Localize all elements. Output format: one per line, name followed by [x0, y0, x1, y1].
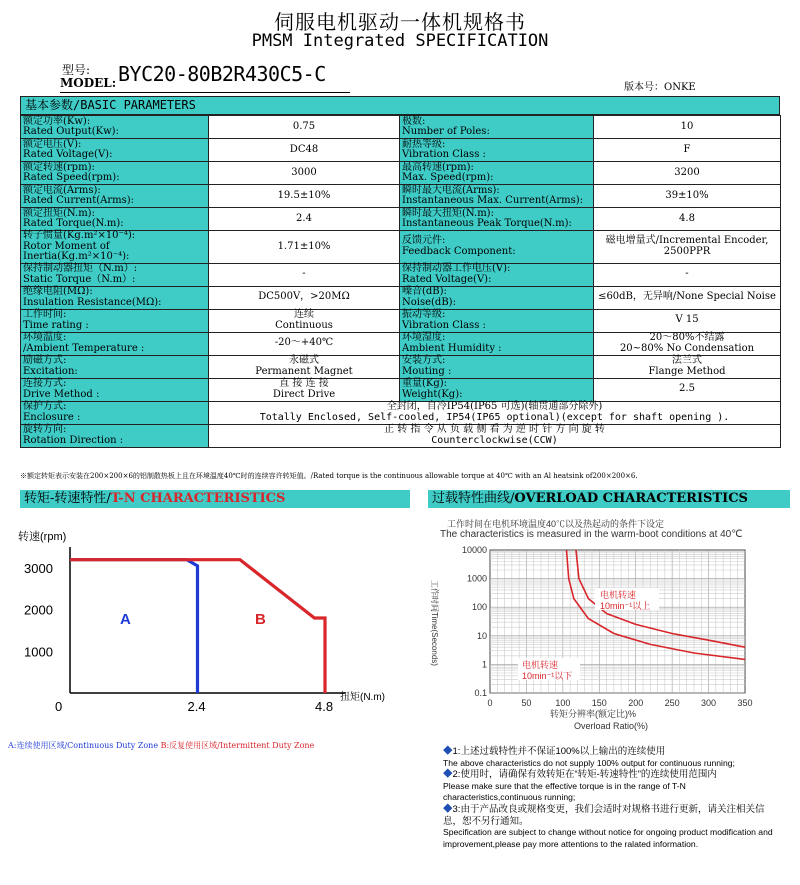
spec-value [209, 162, 400, 185]
spec-label-text: Rated Output(Kw): [23, 126, 119, 137]
spec-value [594, 332, 781, 355]
spec-value-text: 0.75 [292, 120, 316, 132]
spec-label-text: Rated Voltage(V): [402, 273, 492, 285]
spec-label-text: Insulation Resistance(MΩ): [23, 296, 162, 308]
spec-row [21, 286, 781, 309]
spec-label-text: 振动等级: [402, 309, 446, 320]
spec-label-text: 保持制动器工作电压(V): [402, 263, 511, 274]
spec-value [594, 162, 781, 185]
overload-x-tick: 250 [664, 698, 680, 708]
spec-label [400, 263, 594, 286]
spec-label-text: 工作时间: [23, 309, 67, 320]
spec-label-text: Static Torque（N.m）: [23, 273, 136, 285]
spec-value-text: 10 [680, 120, 694, 132]
spec-value-text: Direct Drive [272, 388, 336, 400]
overload-note-en: Please make sure that the effective torque is in the range of T-N characteristics,continuous running; [443, 780, 686, 803]
tn-y-tick: 2000 [24, 602, 53, 618]
overload-x-tick: 350 [737, 698, 753, 708]
tn-y-tick: 1000 [24, 644, 53, 660]
spec-value-text: - [302, 268, 306, 280]
tn-characteristics-header [20, 490, 410, 508]
overload-annot-lower2: 10min⁻¹以下 [522, 671, 573, 681]
spec-label-text: Feedback Component: [402, 245, 516, 257]
overload-header [428, 490, 790, 508]
overload-chart [430, 540, 790, 745]
overload-x-tick: 300 [701, 698, 717, 708]
spec-label [400, 332, 594, 355]
overload-annot-upper2: 10min⁻¹以上 [600, 601, 651, 611]
spec-label-text: 绝缘电阻(MΩ): [23, 286, 93, 297]
spec-value [594, 378, 781, 401]
spec-label [21, 332, 209, 355]
tn-x-label: 扭矩(N.m) [340, 692, 385, 703]
spec-value [209, 231, 400, 264]
spec-value-text: Totally Enclosed, Self-cooled, IP54(IP65 optional)(except for shaft opening ). [259, 411, 730, 423]
spec-label-text: 额定扭矩(N.m): [23, 207, 95, 219]
spec-label-text: Ambient Humidity : [402, 342, 502, 354]
tn-zone-a-label: A [120, 611, 131, 628]
overload-header-cn: 过载特性曲线/ [432, 491, 515, 506]
spec-label-text: Vibration Class : [402, 319, 486, 331]
page-title-cn: 伺服电机驱动一体机规格书 [274, 10, 526, 34]
spec-label-text: /Ambient Temperature : [23, 342, 145, 354]
spec-value [594, 231, 781, 264]
spec-value [209, 355, 400, 378]
spec-label-text: Max. Speed(rpm): [402, 172, 494, 183]
spec-label-text: Rotor Moment of Inertia(Kg.m²×10⁻⁴): [23, 240, 130, 262]
tn-legend [8, 740, 314, 751]
spec-row-enclosure [21, 401, 781, 424]
version-label: 版本号：ONKE [624, 82, 696, 93]
spec-value-text: V 15 [675, 314, 699, 326]
spec-label [400, 185, 594, 208]
spec-label [400, 162, 594, 185]
overload-x-tick: 200 [628, 698, 644, 708]
tn-x-tick: 2.4 [187, 699, 206, 714]
spec-row-rotation [21, 424, 781, 447]
tn-chart [0, 515, 410, 740]
spec-label-text: Instantaneous Max. Current(Arms): [402, 195, 584, 206]
basic-parameters-table [20, 115, 781, 448]
spec-value [209, 139, 400, 162]
spec-value [209, 116, 400, 139]
spec-value [209, 208, 400, 231]
overload-y-tick: 10 [476, 630, 487, 641]
diamond-bullet-icon: ◆ [443, 803, 453, 815]
tn-x-tick: 4.8 [315, 699, 334, 714]
spec-label-text: Number of Poles: [402, 126, 490, 137]
spec-label-text: 保持制动器扭矩（N.m）: [23, 263, 138, 274]
overload-note-cn [443, 746, 783, 758]
spec-value [209, 309, 400, 332]
spec-value-text: 永磁式 [289, 355, 319, 366]
spec-label-text: Rated Torque(N.m): [23, 218, 124, 229]
spec-value-text: 2.4 [296, 212, 312, 224]
page-title-en: PMSM Integrated SPECIFICATION [251, 31, 549, 51]
overload-note-en: Specification are subject to change without notice for ongoing product modification and improvement,please pay more attentions to the ralated information. [443, 827, 773, 849]
spec-label-text: Instantaneous Peak Torque(N.m): [402, 218, 572, 229]
spec-label [21, 401, 209, 424]
spec-value [209, 378, 400, 401]
spec-value [594, 263, 781, 286]
spec-row [21, 263, 781, 286]
spec-label-text: 重量(Kg): [402, 378, 448, 389]
spec-value [594, 286, 781, 309]
spec-value-text: F [683, 143, 691, 155]
spec-value [594, 355, 781, 378]
spec-value-text: - [685, 268, 689, 280]
tn-y-label: 转速(rpm) [18, 531, 67, 543]
spec-value-text: ≤60dB，无异响/None Special Noise [598, 291, 776, 303]
spec-label-text: Mouting : [402, 365, 452, 377]
spec-value-text: 2.5 [679, 383, 695, 395]
spec-value-text: 2500PPR [663, 245, 711, 257]
spec-value-text: Flange Method [648, 365, 726, 377]
overload-y-label: 工作时间Time(Seconds) [430, 580, 439, 666]
overload-note-cn-text: 2:使用时，请确保有效转矩在“转矩-转速特性”的连续使用范围内 [452, 769, 717, 781]
spec-value-text: -20～+40℃ [274, 337, 334, 349]
spec-value-text: 20~80% No Condensation [619, 342, 755, 354]
spec-label-text: Drive Method : [23, 388, 100, 400]
spec-label [21, 309, 209, 332]
spec-label [21, 231, 209, 264]
tn-header-en: T-N CHARACTERISTICS [110, 491, 286, 506]
spec-value [594, 139, 781, 162]
spec-label-text: 反馈元件: [402, 235, 446, 247]
model-label [60, 64, 116, 90]
spec-label [21, 162, 209, 185]
spec-row [21, 332, 781, 355]
spec-row [21, 355, 781, 378]
tn-legend-a: A:连续使用区域/Continuous Duty Zone [8, 741, 159, 750]
spec-label [400, 208, 594, 231]
spec-label [21, 424, 209, 447]
basic-parameters-header: 基本参数/BASIC PARAMETERS [20, 96, 780, 115]
spec-label [400, 139, 594, 162]
spec-label-text: Time rating : [23, 319, 89, 331]
tn-legend-b: B:反复使用区域/Intermittent Duty Zone [160, 741, 315, 750]
spec-value [209, 263, 400, 286]
spec-value [209, 286, 400, 309]
spec-value [209, 332, 400, 355]
spec-label-text: Noise(dB): [402, 296, 456, 308]
spec-label-text: Enclosure : [23, 411, 81, 423]
spec-value [594, 116, 781, 139]
spec-label-text: 噪音(dB): [402, 286, 447, 297]
spec-value-text: Permanent Magnet [255, 365, 353, 377]
spec-label-text: 环境温度: [23, 332, 67, 343]
spec-label [400, 116, 594, 139]
spec-value-text: 20～80%不结露 [649, 332, 725, 343]
spec-row [21, 208, 781, 231]
spec-label-text: 励磁方式: [23, 355, 67, 366]
spec-value-text: DC500V，>20MΩ [258, 291, 350, 303]
spec-label [21, 185, 209, 208]
spec-value [594, 309, 781, 332]
spec-value-text: 正 转 指 令 从 负 载 侧 看 为 逆 时 针 方 向 旋 转 [384, 424, 605, 435]
overload-annot-upper: 电机转速 [600, 590, 637, 600]
spec-row [21, 185, 781, 208]
overload-x-label-cn: 转矩分辨率(额定比)% [550, 709, 636, 719]
spec-value [594, 208, 781, 231]
overload-notes [443, 746, 783, 850]
tn-header-cn: 转矩-转速特性/ [24, 491, 111, 506]
spec-value-text: 全封闭，自冷IP54(IP65 可选)(轴贯通部分除外) [386, 401, 603, 412]
spec-label [400, 355, 594, 378]
spec-label-text: 瞬时最大扭矩(N.m): [402, 207, 494, 219]
spec-label [400, 309, 594, 332]
spec-label [21, 355, 209, 378]
spec-label [21, 208, 209, 231]
spec-label [400, 231, 594, 264]
spec-label-text: Excitation: [23, 365, 78, 377]
spec-row [21, 116, 781, 139]
spec-label-text: Weight(Kg): [402, 388, 463, 400]
spec-label-text: 环境湿度: [402, 332, 446, 343]
model-label-en: MODEL: [60, 76, 117, 90]
spec-label-text: 耐热等级: [402, 138, 446, 150]
spec-label-text: 极数: [402, 115, 426, 127]
spec-value [209, 185, 400, 208]
overload-x-tick: 100 [555, 698, 571, 708]
spec-value [594, 185, 781, 208]
overload-header-en: OVERLOAD CHARACTERISTICS [514, 491, 748, 506]
overload-caption-en: The characteristics is measured in the warm-boot conditions at 40℃ [440, 529, 743, 540]
spec-value-text: 19.5±10% [277, 189, 331, 201]
spec-label-text: 额定转速(rpm): [23, 161, 95, 173]
spec-label-text: 连接方式: [23, 378, 67, 389]
spec-value-text: 1.71±10% [277, 240, 331, 252]
spec-value [209, 401, 781, 424]
overload-caption-cn: 工作时间在电机环境温度40℃以及热起动的条件下设定 [447, 519, 665, 529]
spec-label-text: 安装方式: [402, 355, 446, 366]
spec-row [21, 162, 781, 185]
spec-label-text: 额定电流(Arms): [23, 184, 101, 196]
rated-torque-note: ※额定转矩表示安装在200×200×6的铝制散热板上且在环境温度40℃时的连续容许转矩值。/Rated torque is the continuous allowable torque at 40℃ with an Al heatsink of200×200×6. [20, 472, 638, 480]
spec-label-text: 额定电压(V): [23, 138, 82, 150]
spec-row [21, 378, 781, 401]
diamond-bullet-icon: ◆ [443, 769, 453, 781]
spec-value-text: Counterclockwise(CCW) [431, 434, 558, 446]
spec-label-text: 旋转方向: [23, 424, 67, 435]
model-label-cn: 型号: [62, 63, 91, 77]
spec-label [21, 139, 209, 162]
overload-y-tick: 1000 [466, 573, 487, 584]
spec-row [21, 309, 781, 332]
overload-y-tick: 10000 [461, 545, 487, 555]
overload-x-tick: 50 [521, 698, 532, 708]
overload-note-cn-text: 3:由于产品改良或规格变更，我们会适时对规格书进行更新，请关注相关信息，恕不另行通知。 [443, 803, 765, 827]
spec-value-text: DC48 [289, 143, 319, 155]
spec-label [400, 378, 594, 401]
spec-value [209, 424, 781, 447]
model-number: BYC20-80B2R430C5-C [118, 62, 326, 86]
spec-label-text: 转子惯量(Kg.m²×10⁻⁴): [23, 230, 136, 241]
overload-annot-lower: 电机转速 [522, 660, 559, 670]
overload-y-tick: 0.1 [474, 688, 487, 698]
spec-label [400, 286, 594, 309]
spec-value-text: 法兰式 [672, 355, 702, 366]
tn-series-line [70, 560, 198, 693]
overload-x-label-en: Overload Ratio(%) [574, 721, 649, 731]
overload-y-tick: 100 [471, 602, 487, 613]
spec-label-text: 保护方式: [23, 401, 67, 412]
spec-label-text: 最高转速(rpm): [402, 161, 474, 173]
spec-label [21, 286, 209, 309]
diamond-bullet-icon: ◆ [443, 746, 453, 757]
spec-row [21, 231, 781, 264]
overload-note-cn-text: 1:上述过载特性并不保证100%以上输出的连续使用 [452, 746, 666, 757]
overload-note-en: The above characteristics do not supply 100% output for continuous running; [443, 757, 735, 768]
model-underline [60, 92, 350, 93]
spec-value-text: 3200 [674, 166, 700, 178]
spec-value-text: 3000 [291, 166, 317, 178]
spec-value-text: 4.8 [679, 212, 695, 224]
tn-y-tick: 3000 [24, 561, 53, 576]
spec-label [21, 116, 209, 139]
spec-value-text: 直 接 连 接 [279, 378, 329, 389]
overload-x-tick: 0 [487, 698, 493, 708]
spec-label-text: Rated Speed(rpm): [23, 172, 120, 183]
spec-label [21, 263, 209, 286]
spec-value-text: Continuous [275, 319, 333, 331]
spec-label-text: Rated Current(Arms): [23, 195, 135, 206]
spec-label-text: Rotation Direction : [23, 434, 124, 446]
spec-value-text: 39±10% [665, 189, 709, 201]
overload-x-tick: 150 [591, 698, 607, 708]
overload-note-cn [443, 769, 783, 781]
spec-label [21, 378, 209, 401]
spec-value-text: 连续 [294, 309, 314, 320]
overload-note-cn [443, 804, 783, 827]
spec-label-text: Vibration Class : [402, 149, 486, 160]
tn-zone-b-label: B [255, 611, 266, 628]
spec-value-text: 磁电增量式/Incremental Encoder, [605, 235, 769, 247]
spec-label-text: Rated Voltage(V): [23, 149, 113, 160]
spec-row [21, 139, 781, 162]
spec-label-text: 瞬时最大电流(Arms): [402, 184, 500, 196]
spec-label-text: 额定功率(Kw): [23, 115, 91, 127]
tn-x-origin: 0 [55, 699, 63, 714]
overload-y-tick: 1 [481, 659, 487, 670]
